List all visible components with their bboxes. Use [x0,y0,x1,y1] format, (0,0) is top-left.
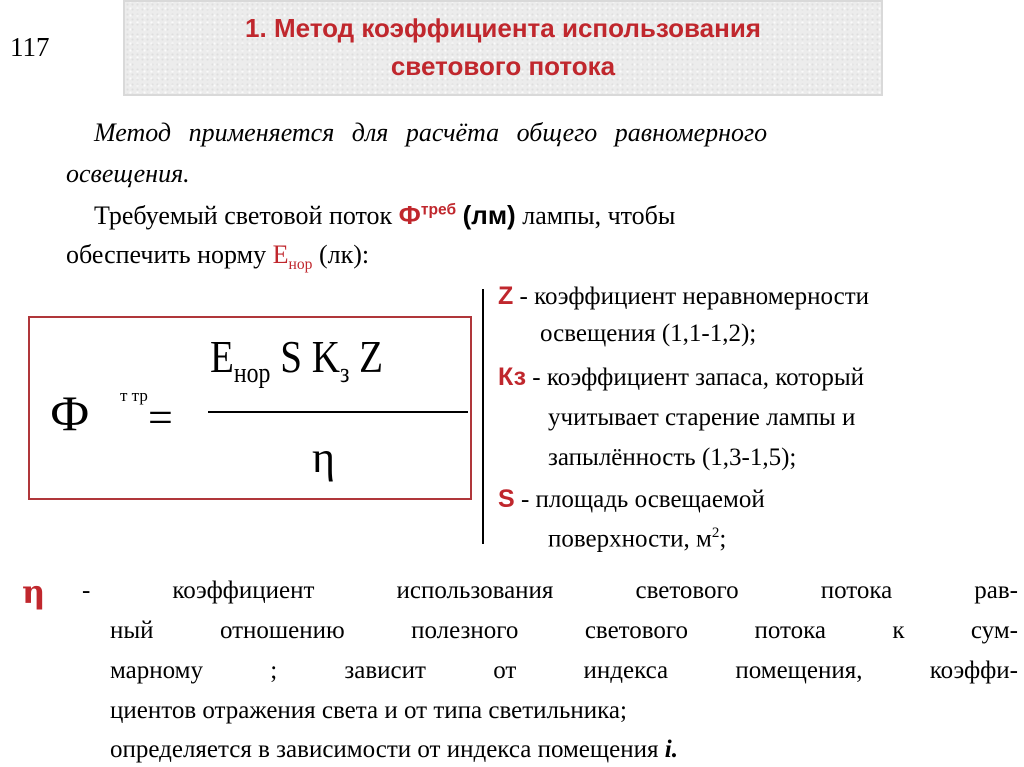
symbol-k: Кз [498,363,526,391]
slide-title [123,0,883,96]
numerator-e: E [210,331,234,382]
intro-line-1: Метод применяется для расчёта общего равномерного [94,118,768,147]
definition-k-text: - коэффициент запаса, который [526,364,865,391]
eta-line-5-text: определяется в зависимости от индекса помещения [110,736,665,763]
formula-phi: Ф [50,385,90,441]
definition-s-text-2: поверхности, м [548,525,712,553]
formula-box [28,316,472,500]
formula-equals: = [148,393,173,442]
definition-k-line-3: запылённость (1,3-1,5); [548,444,797,471]
title-line-2: светового потока [390,51,616,81]
definition-z-line-2: освещения (1,1-1,2); [540,320,757,347]
room-index-i: i. [664,736,678,763]
requirement-text-d: (лк): [312,240,370,269]
phi-symbol: Ф [398,200,421,230]
eta-line-5 [110,736,678,764]
square-superscript: 2 [711,525,720,541]
eta-line-3: марному ; зависит от индекса помещения, коэффи- [110,657,1018,684]
definition-s-line-2 [548,525,726,553]
definition-s-end: ; [719,525,727,553]
definition-z-line-1 [498,282,869,311]
formula-phi-superscript: т тр [120,386,148,405]
definition-s-line-1 [498,485,765,514]
numerator-k-subscript: з [339,358,350,390]
phi-superscript: треб [420,201,457,219]
intro-line-2: освещения. [66,159,190,188]
numerator-s: S [270,331,302,382]
symbol-z: Z [498,282,514,310]
numerator-z: Z [349,331,384,382]
eta-line-2: ный отношению полезного светового потока к сум- [110,617,1018,644]
symbol-s: S [498,485,515,513]
definition-k-line-2: учитывает старение лампы и [548,404,856,431]
definition-z-text: - коэффициент неравномерности [513,283,870,310]
requirement-text-b: лампы, чтобы [515,201,676,230]
requirement-text-a: Требуемый световой поток [94,201,399,230]
numerator-e-subscript: нор [233,358,271,390]
requirement-text-c: обеспечить норму [66,240,273,269]
formula-denominator: η [312,433,336,482]
eta-line-4: циентов отражения света и от типа светильника; [110,697,627,724]
e-symbol: E [272,240,289,269]
e-subscript: нор [288,256,313,274]
vertical-divider [482,289,484,544]
formula-numerator [210,330,383,390]
definition-k-line-1 [498,363,864,392]
definition-s-text: - площадь освещаемой [514,486,765,513]
eta-line-1: - коэффициент использования светового потока рав- [82,577,1018,604]
lumen-unit: (лм) [462,200,516,230]
eta-symbol: η [22,573,46,611]
slide-number: 117 [10,32,50,62]
requirement-line-1 [94,200,675,231]
title-line-1: 1. Метод коэффициента использования [245,13,761,43]
requirement-line-2 [66,240,369,274]
numerator-k: K [311,331,340,382]
fraction-bar [208,411,468,413]
